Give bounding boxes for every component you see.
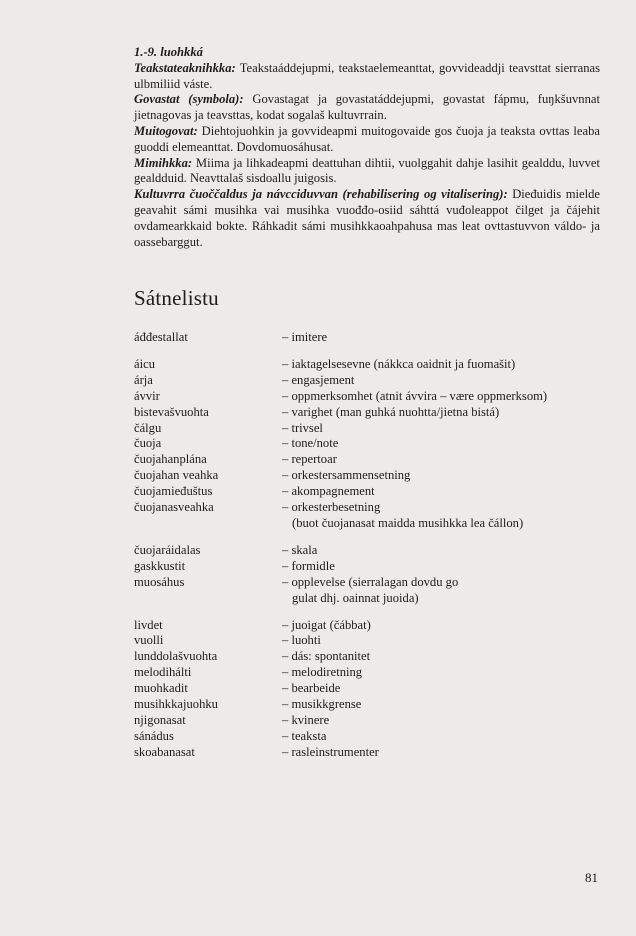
glossary-translation — [282, 729, 604, 745]
glossary-translation — [282, 389, 604, 405]
section-title: Sátnelistu — [134, 286, 219, 310]
glossary-translation-text: – formidle — [282, 558, 335, 573]
glossary-row — [134, 729, 604, 745]
glossary-term: musihkkajuohku — [134, 697, 218, 712]
page-number: 81 — [585, 870, 598, 885]
glossary-row — [134, 633, 604, 649]
intro-body: Miima ja lihkadeapmi deattuhan dihtii, vuolggahit dahje lasihit gealddu, luvvet gealdduid. Neavttalaš sisdoallu juigosis. — [134, 155, 600, 186]
glossary-term: čuojanasveahka — [134, 500, 214, 515]
glossary-translation-text: – oppmerksomhet (atnit ávvira – være oppmerksom) — [282, 388, 548, 403]
glossary-translation-text: – bearbeide — [282, 681, 341, 696]
glossary-term: ávvir — [134, 388, 160, 403]
glossary-term: áicu — [134, 356, 155, 371]
glossary-row — [134, 373, 604, 389]
glossary-translation — [282, 452, 604, 468]
glossary-translation-text: – kvinere — [282, 712, 330, 727]
glossary-translation-text: – juoigat (čábbat) — [282, 617, 371, 632]
glossary-term: árja — [134, 372, 153, 387]
glossary-term: muohkadit — [134, 681, 188, 696]
glossary-term: áđđestallat — [134, 330, 188, 344]
glossary-term: čálgu — [134, 420, 162, 435]
intro-body: Dieđuidis mielde geavahit sámi musihka vai musihka vuođđo-osiid sáhttá vuđoleappot čilget ja čájehit ovdamearkkaid bokte. Ráhkadit sámi musihkkaoahpahusa mas leat ovttastuvvon váldo- ja oassebarggut. — [134, 187, 600, 249]
glossary-translation-text: – luohti — [282, 633, 321, 648]
glossary-translation — [282, 559, 604, 575]
glossary-translation — [282, 745, 604, 761]
glossary-translation — [282, 543, 604, 559]
glossary-term: čuoja — [134, 436, 162, 451]
glossary-translation-continued: gulat dhj. oainnat juoida) — [292, 590, 419, 605]
glossary-translation-text: – engasjement — [282, 372, 355, 387]
glossary-gap — [134, 607, 604, 618]
glossary-translation — [282, 357, 604, 373]
intro-paragraph — [134, 61, 600, 93]
glossary-translation-text: – varighet (man guhká nuohtta/jietna bistá) — [282, 404, 500, 419]
glossary-row — [134, 559, 604, 575]
intro-term: Kultuvrra čuoččaldus ja návcciduvvan (rehabilisering og vitalisering): — [134, 187, 508, 202]
glossary-translation — [282, 633, 604, 649]
glossary-translation — [282, 373, 604, 389]
glossary-translation — [282, 618, 604, 634]
glossary-translation-text: – iaktagelsesevne (nákkca oaidnit ja fuomašit) — [282, 356, 516, 371]
intro-body: Teakstaáddejupmi, teakstaelemeanttat, govvideaddji teavsttat sierranas ulbmiliid váste. — [134, 60, 600, 91]
glossary-term: čuojahanplána — [134, 452, 207, 467]
glossary-row — [134, 681, 604, 697]
glossary-translation-text: – rasleinstrumenter — [282, 744, 379, 759]
glossary-term: livdet — [134, 617, 163, 632]
intro-heading: 1.-9. luohkká — [134, 45, 203, 59]
glossary-translation — [282, 421, 604, 437]
intro-term: Teakstateaknihkka: — [134, 60, 236, 75]
glossary-translation-text: – orkesterbesetning — [282, 500, 381, 515]
glossary-term: čuojamieđuštus — [134, 484, 213, 499]
glossary-row — [134, 389, 604, 405]
glossary-translation-text: – imitere — [282, 330, 328, 344]
glossary-row — [134, 468, 604, 484]
glossary-gap — [134, 532, 604, 543]
glossary-row — [134, 484, 604, 500]
intro-paragraph — [134, 156, 600, 188]
glossary-term: sánádus — [134, 728, 174, 743]
glossary-row — [134, 665, 604, 681]
glossary-translation — [282, 405, 604, 421]
glossary-row — [134, 713, 604, 729]
glossary-row — [134, 543, 604, 559]
glossary-translation — [282, 697, 604, 713]
intro-paragraph — [134, 124, 600, 156]
glossary-list — [134, 330, 604, 761]
glossary-translation-text: – teaksta — [282, 728, 327, 743]
glossary-translation — [282, 500, 604, 532]
glossary-term: čuojaráidalas — [134, 542, 201, 557]
glossary-row — [134, 452, 604, 468]
glossary-translation-text: – tone/note — [282, 436, 339, 451]
glossary-translation — [282, 649, 604, 665]
glossary-translation-text: – orkestersammensetning — [282, 468, 411, 483]
intro-term: Mimihkka: — [134, 155, 193, 170]
intro-term: Muitogovat: — [134, 123, 198, 138]
glossary-row — [134, 575, 604, 607]
glossary-row — [134, 330, 604, 346]
glossary-row — [134, 697, 604, 713]
glossary-translation — [282, 436, 604, 452]
glossary-translation-text: – trivsel — [282, 420, 323, 435]
glossary-row — [134, 357, 604, 373]
intro-text — [134, 45, 600, 250]
intro-term: Govastat (symbola): — [134, 92, 244, 107]
glossary-translation — [282, 575, 604, 607]
glossary-translation — [282, 330, 604, 346]
glossary-term: bistevašvuohta — [134, 404, 209, 419]
glossary-gap — [134, 346, 604, 357]
intro-paragraph — [134, 187, 600, 250]
glossary-term: njigonasat — [134, 712, 186, 727]
glossary-term: vuolli — [134, 633, 164, 648]
glossary-translation — [282, 665, 604, 681]
glossary-translation-text: – melodiretning — [282, 665, 363, 680]
glossary-translation-text: – musikkgrense — [282, 697, 362, 712]
glossary-translation — [282, 681, 604, 697]
glossary-term: gaskkustit — [134, 558, 186, 573]
glossary-translation — [282, 468, 604, 484]
glossary-translation — [282, 484, 604, 500]
glossary-row — [134, 405, 604, 421]
glossary-row — [134, 421, 604, 437]
glossary-row — [134, 436, 604, 452]
glossary-row — [134, 500, 604, 532]
glossary-row — [134, 618, 604, 634]
glossary-term: lunddolašvuohta — [134, 649, 218, 664]
glossary-row — [134, 649, 604, 665]
intro-paragraph — [134, 92, 600, 124]
glossary-translation-text: – opplevelse (sierralagan dovdu go — [282, 574, 459, 589]
intro-body: Diehtojuohkin ja govvideapmi muitogovaide gos čuoja ja teaksta ovttas leaba guoddi elemeanttat. Dovdomuosáhusat. — [134, 123, 600, 154]
glossary-translation — [282, 713, 604, 729]
glossary-term: melodihálti — [134, 665, 192, 680]
glossary-term: muosáhus — [134, 574, 185, 589]
glossary-term: čuojahan veahka — [134, 468, 219, 483]
glossary-row — [134, 745, 604, 761]
glossary-translation-text: – akompagnement — [282, 484, 375, 499]
glossary-translation-text: – skala — [282, 542, 318, 557]
intro-body: Govastagat ja govastatáddejupmi, govastat fápmu, fuŋkšuvnnat jietnagovas ja teavsttas, kodat sogalaš kultuvrrain. — [134, 92, 600, 123]
glossary-term: skoabanasat — [134, 744, 195, 759]
glossary-translation-continued: (buot čuojanasat maidda musihkka lea čállon) — [292, 515, 524, 530]
glossary-translation-text: – repertoar — [282, 452, 337, 467]
glossary-translation-text: – dás: spontanitet — [282, 649, 371, 664]
